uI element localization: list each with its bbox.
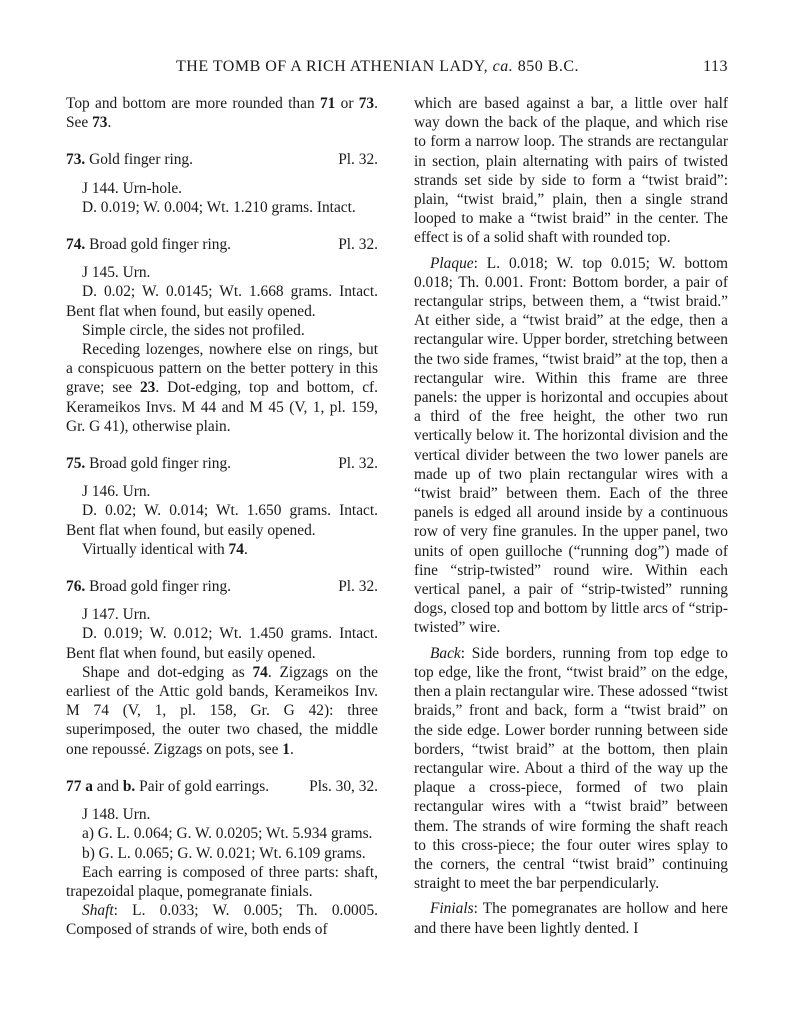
entry-77-heading: 77 a and b. Pair of gold earrings. Pls. 30, 32. xyxy=(66,777,378,795)
page-title: THE TOMB OF A RICH ATHENIAN LADY, ca. 850 B.C. xyxy=(176,58,580,75)
entry-76-catalog: J 147. Urn. xyxy=(82,606,151,624)
finials-paragraph: Finials: The pomegranates are hollow and here and there have been lightly dented. I xyxy=(414,900,728,937)
entry-77-measurements-b: b) G. L. 0.065; G. W. 0.021; Wt. 6.109 grams. xyxy=(82,844,366,862)
entry-77-catalog: J 148. Urn. xyxy=(82,806,151,824)
entry-74-commentary: Receding lozenges, nowhere else on rings, but a conspicuous pattern on the better pottery in this grave; see 23. Dot-edging, top and bottom, cf. Kerameikos Invs. M 44 and M 45 (V, 1, pl. 159, Gr. G 41), otherwise plain. xyxy=(66,341,378,435)
plaque-paragraph: Plaque: L. 0.018; W. top 0.015; W. bottom 0.018; Th. 0.001. Front: Bottom border, a pair of rectangular strips, between them, a “twist braid.” At either side, a “twist braid” at the edge, then a rectangular wire. Upper border, stretching between the two side frames, “twist braid” at the top, then a rectangular wire. Within this frame are three panels: the upper is horizontal and occupies about a third of the free height, the other two run vertically below it. The horizontal division and the vertical divider between the two lower panels are made up of two plain rectangular wires with a “twist braid” between them. Each of the three panels is edged all around inside by a continuous row of very fine granules. In the upper panel, two units of open guilloche (“running dog”) made of fine “strip-twisted” round wire. Within each vertical panel, a pair of “strip-twisted” running dogs, closed top and bottom by little arcs of “strip-twisted” wire. xyxy=(414,254,728,637)
plate-reference: Pl. 32. xyxy=(338,151,378,169)
entry-74-catalog: J 145. Urn. xyxy=(82,264,151,282)
entry-76-commentary: Shape and dot-edging as 74. Zigzags on the earliest of the Attic gold bands, Kerameikos Inv. M 74 (V, 1, pl. 158, Gr. G 42): three superimposed, the outer two chased, the middle one repoussé. Zigzags on pots, see 1. xyxy=(66,663,378,758)
entry-74-description: Simple circle, the sides not profiled. xyxy=(82,321,305,339)
entry-75-catalog: J 146. Urn. xyxy=(82,483,151,501)
entry-74-measurements: D. 0.02; W. 0.0145; Wt. 1.668 grams. Intact. Bent flat when found, but easily opened. xyxy=(66,283,378,320)
intro-paragraph: Top and bottom are more rounded than 71 or 73. See 73. xyxy=(66,95,378,132)
page-number: 113 xyxy=(703,58,728,75)
right-column xyxy=(414,94,728,938)
plate-reference: Pls. 30, 32. xyxy=(309,777,378,795)
entry-73-catalog: J 144. Urn-hole. xyxy=(82,179,183,197)
plate-reference: Pl. 32. xyxy=(338,578,378,596)
entry-73-heading: 73. Gold finger ring. Pl. 32. xyxy=(66,151,378,169)
shaft-continuation: which are based against a bar, a little over half way down the back of the plaque, and which rise to form a narrow loop. The strands are rectangular in section, plain alternating with pairs of twisted strands set side by side to form a “twist braid”: plain, “twist braid,” plain, then a single strand looped to make a “twist braid” in the center. The effect is of a solid shaft with rounded top. xyxy=(414,95,728,247)
plate-reference: Pl. 32. xyxy=(338,455,378,473)
left-column xyxy=(66,94,378,940)
plate-reference: Pl. 32. xyxy=(338,236,378,254)
entry-74-heading: 74. Broad gold finger ring. Pl. 32. xyxy=(66,236,378,254)
entry-77-measurements-a: a) G. L. 0.064; G. W. 0.0205; Wt. 5.934 grams. xyxy=(82,825,373,843)
entry-77-description: Each earring is composed of three parts: shaft, trapezoidal plaque, pomegranate finials. xyxy=(66,863,378,900)
back-paragraph: Back: Side borders, running from top edge to top edge, like the front, “twist braid” on the edge, then a plain rectangular wire. These adossed “twist braids,” front and back, form a “twist braid” on the side edge. Lower border running between side borders, “twist braid” at the bottom, then plain rectangular wire. About a third of the way up the plaque a cross-piece, formed of two plain rectangular wires with a “twist braid” between them. The strands of wire forming the shaft reach to this cross-piece; the four outer wires splay to the corners, the central “twist braid” continuing straight to meet the bar perpendicularly. xyxy=(414,644,728,893)
entry-77-shaft: Shaft: L. 0.033; W. 0.005; Th. 0.0005. Composed of strands of wire, both ends of xyxy=(66,902,378,939)
entry-76-heading: 76. Broad gold finger ring. Pl. 32. xyxy=(66,578,378,596)
entry-75-commentary: Virtually identical with 74. xyxy=(82,540,248,558)
entry-76-measurements: D. 0.019; W. 0.012; Wt. 1.450 grams. Intact. Bent flat when found, but easily opened. xyxy=(66,625,378,662)
entry-75-heading: 75. Broad gold finger ring. Pl. 32. xyxy=(66,455,378,473)
entry-73-measurements: D. 0.019; W. 0.004; Wt. 1.210 grams. Intact. xyxy=(82,198,356,216)
entry-75-measurements: D. 0.02; W. 0.014; Wt. 1.650 grams. Intact. Bent flat when found, but easily opened. xyxy=(66,502,378,539)
